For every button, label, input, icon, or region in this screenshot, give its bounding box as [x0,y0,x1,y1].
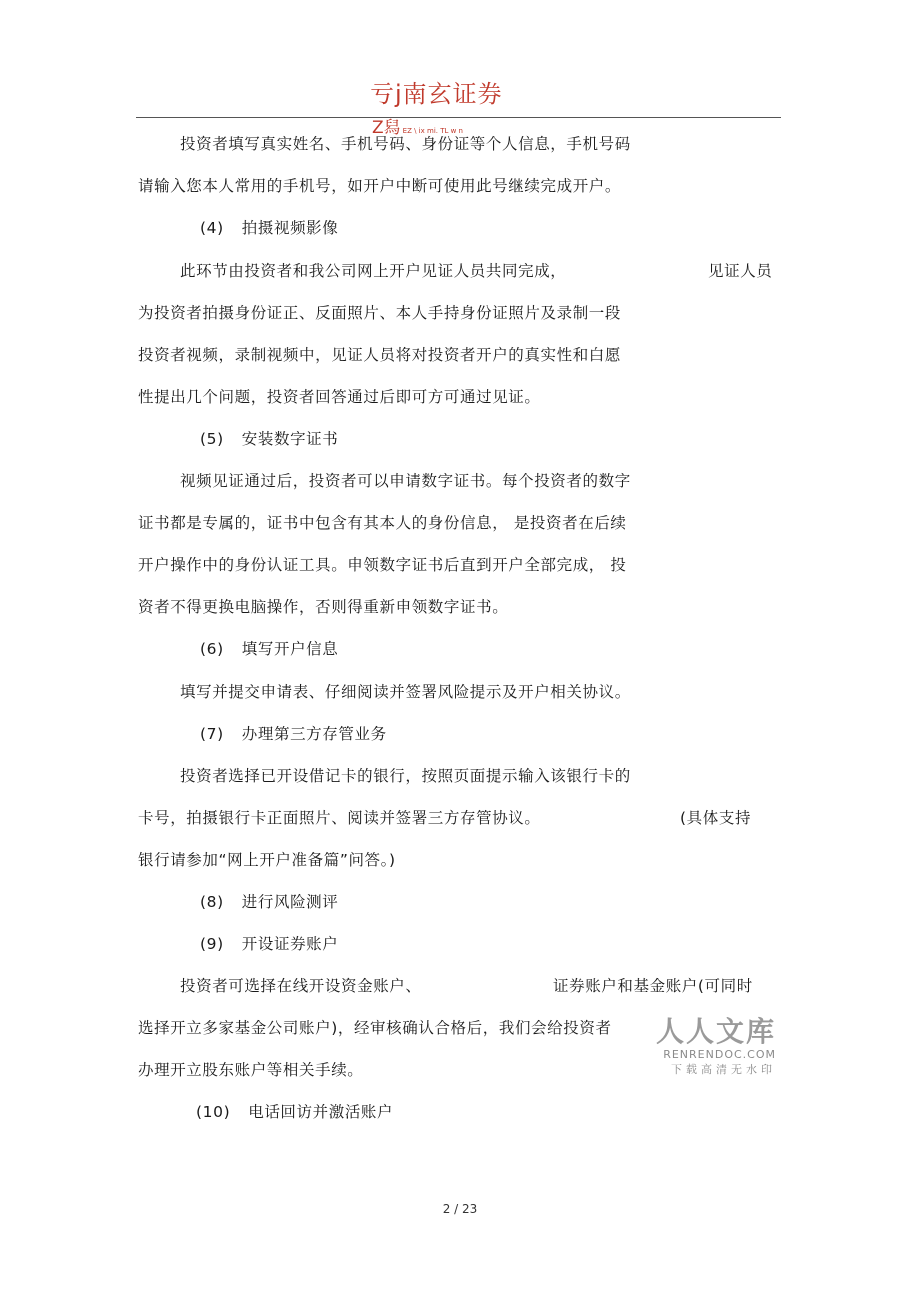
section-number: (7) [200,725,224,743]
paragraph-line: 此环节由投资者和我公司网上开户见证人员共同完成， [180,262,567,280]
page-indicator: 2 / 23 [442,1202,478,1216]
paragraph-line: 开户操作中的身份认证工具。申领数字证书后直到开户全部完成， 投 [138,556,627,574]
paragraph-line: 银行请参加“网上开户准备篇”问答。) [138,851,396,869]
paragraph-line: 填写并提交申请表、仔细阅读并签署风险提示及开户相关协议。 [180,683,631,701]
header-logo: 亏j南玄证券 [370,80,503,108]
header-sub-small: EZ \ ix mi. TL w n [402,127,463,135]
section-number: (4) [200,219,224,237]
section-heading-10 [196,1102,393,1122]
section-title: 开设证券账户 [241,935,339,953]
paragraph-line: 投资者视频，录制视频中，见证人员将对投资者开户的真实性和白愿 [138,346,622,364]
section-title: 进行风险测评 [241,893,339,911]
section-title: 电话回访并激活账户 [248,1103,394,1121]
section-number: (6) [200,640,224,658]
paragraph-line: 证券账户和基金账户(可同时 [553,977,753,995]
section-title: 办理第三方存管业务 [241,725,387,743]
section-number: (10) [196,1103,231,1121]
paragraph-line: 投资者选择已开设借记卡的银行，按照页面提示输入该银行卡的 [180,767,631,785]
section-heading-7 [200,724,387,744]
paragraph-line: 性提出几个问题，投资者回答通过后即可方可通过见证。 [138,388,541,406]
watermark [646,1010,776,1077]
paragraph-line: (具体支持 [680,809,752,827]
paragraph-line: 卡号，拍摄银行卡正面照片、阅读并签署三方存管协议。 [138,809,541,827]
watermark-domain: RENRENDOC.COM [663,1048,776,1061]
paragraph-line: 请输入您本人常用的手机号，如开户中断可使用此号继续完成开户。 [138,177,622,195]
paragraph-line: 证书都是专属的，证书中包含有其本人的身份信息， 是投资者在后续 [138,514,627,532]
watermark-logo: 人人文库 [655,1015,776,1048]
section-title: 填写开户信息 [241,640,339,658]
paragraph-line: 视频见证通过后，投资者可以申请数字证书。每个投资者的数字 [180,472,631,490]
section-heading-4 [200,218,338,238]
watermark-tagline: 下载高清无水印 [671,1063,776,1076]
paragraph-line: 投资者填写真实姓名、手机号码、身份证等个人信息，手机号码 [180,135,631,153]
section-heading-6 [200,639,338,659]
paragraph-line: 见证人员 [708,262,773,280]
header-sub-big: Z舄 [372,118,401,138]
paragraph-line: 选择开立多家基金公司账户)，经审核确认合格后，我们会给投资者 [138,1019,612,1037]
section-number: (9) [200,935,224,953]
paragraph-line: 资者不得更换电脑操作，否则得重新申领数字证书。 [138,598,509,616]
section-title: 安装数字证书 [241,430,339,448]
section-heading-5 [200,429,338,449]
section-title: 拍摄视频影像 [241,219,339,237]
section-number: (8) [200,893,224,911]
paragraph-line: 为投资者拍摄身份证正、反面照片、本人手持身份证照片及录制一段 [138,304,622,322]
paragraph-line: 投资者可选择在线开设资金账户、 [180,977,422,995]
section-heading-9 [200,934,338,954]
section-number: (5) [200,430,224,448]
section-heading-8 [200,892,338,912]
paragraph-line: 办理开立股东账户等相关手续。 [138,1061,364,1079]
